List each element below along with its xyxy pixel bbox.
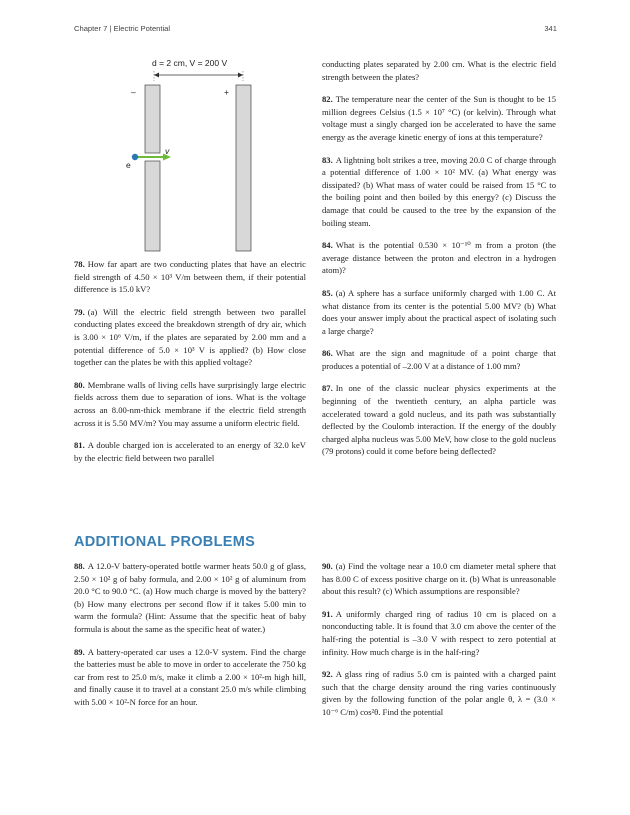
additional-right-column [322,560,556,729]
problem-84: 84. What is the potential 0.530 × 10⁻¹⁰ m from a proton (the average distance between the proton and electron in a hydrogen atom)? [322,240,556,276]
chapter-header: Chapter 7 | Electric Potential [74,24,171,33]
electron-label: e [126,160,131,170]
dimension-arrow-right [238,73,243,78]
additional-left-column [74,560,306,719]
velocity-label: v [165,146,170,156]
plus-sign: + [224,87,229,97]
positive-plate [236,85,251,251]
problem-79: 79. (a) Will the electric field strength between two parallel conducting plates exceed the breakdown strength of dry air, which is 3.00 × 10⁶ V/m, if the plates are separated by 2.00 mm and a potential difference of 5.0 × 10³ V is applied? (b) How close together can the plates be with this applied voltage? [74,306,306,368]
figure-dimension-label: d = 2 cm, V = 200 V [152,58,228,68]
problem-78: 78. How far apart are two conducting plates that have an electric field strength of 4.50 × 10³ V/m between them, if their potential difference is 15.0 kV? [74,259,306,295]
negative-plate-top [145,85,160,153]
problem-80: 80. Membrane walls of living cells have surprisingly large electric fields across them due to separation of ions. What is the voltage across an 8.00-nm-thick membrane if the electric field strength across it is 5.50 MV/m? You may assume a uniform electric field. [74,379,306,428]
parallel-plates-figure [110,55,280,260]
problem-90: 90. (a) Find the voltage near a 10.0 cm diameter metal sphere that has 8.00 C of excess positive charge on it. (b) What is unreasonable about this result? (c) Which assumptions are responsible? [322,561,556,597]
problem-85: 85. (a) A sphere has a surface uniformly charged with 1.00 C. At what distance from its center is the potential 5.00 MV? (b) What does your answer imply about the practical aspect of isolating such a large charge? [322,287,556,336]
problem-89: 89. A battery-operated car uses a 12.0-V system. Find the charge the batteries must be able to move in order to accelerate the 750 kg car from rest to 25.0 m/s, make it climb a 2.00 × 10²-m high hill, and finally cause it to travel at a constant 25.0 m/s while climbing with 5.00 × 10²-N force for an hour. [74,646,306,707]
right-column-problems [322,58,556,468]
dimension-arrow-left [154,73,159,78]
problem-92: 92. A glass ring of radius 5.0 cm is painted with a charged paint such that the charge density around the ring varies continuously given by the following function of the polar angle θ, λ = (3.0 × 10⁻⁶ C/m) cos²θ. Find the potential [322,669,556,717]
problem-87: 87. In one of the classic nuclear physics experiments at the beginning of the twentieth century, an alpha particle was accelerated toward a gold nucleus, and its path was substantially deflected by the Coulomb interaction. If the energy of the doubly charged alpha nucleus was 5.00 MeV, how close to the gold nucleus (79 protons) could it come before being deflected? [322,383,556,457]
page-number: 341 [544,24,557,33]
minus-sign: – [131,87,136,97]
problem-83: 83. A lightning bolt strikes a tree, moving 20.0 C of charge through a potential difference of 1.00 × 10² MV. (a) What energy was dissipated? (b) What mass of water could be raised from 15 °C to the boiling point and then boiled by this energy? (c) Discuss the damage that could be caused to the tree by the expansion of the boiling steam. [322,154,556,228]
problem-88: 88. A 12.0-V battery-operated bottle warmer heats 50.0 g of glass, 2.50 × 10² g of baby formula, and 2.00 × 10² g of aluminum from 20.0 °C to 90.0 °C. (a) How much charge is moved by the battery? (b) How many electrons per second flow if it takes 5.00 min to warm the formula? (Hint: Assume that the specific heat of baby formula is about the same as the specific heat of water.) [74,561,306,634]
negative-plate-bottom [145,161,160,251]
left-column-problems [74,258,306,474]
problem-91: 91. A uniformly charged ring of radius 10 cm is placed on a nonconducting table. It is found that 3.0 cm above the center of the half-ring the potential is –3.0 V with respect to zero potential at infinity. How much charge is in the half-ring? [322,608,556,657]
problem-86: 86. What are the sign and magnitude of a point charge that produces a potential of –2.00 V at a distance of 1.00 mm? [322,348,556,371]
section-title: ADDITIONAL PROBLEMS [74,534,256,550]
problem-81: 81. A double charged ion is accelerated to an energy of 32.0 keV by the electric field between two parallel [74,440,306,463]
electron-icon [132,154,138,160]
problem-82: 82. The temperature near the center of the Sun is thought to be 15 million degrees Celsius (1.5 × 10⁷ °C) (or kelvin). Through what voltage must a singly charged ion be accelerated to have the same energy as the average kinetic energy of ions at this temperature? [322,94,556,142]
problem-81-continued: conducting plates separated by 2.00 cm. What is the electric field strength between the plates? [322,59,556,82]
